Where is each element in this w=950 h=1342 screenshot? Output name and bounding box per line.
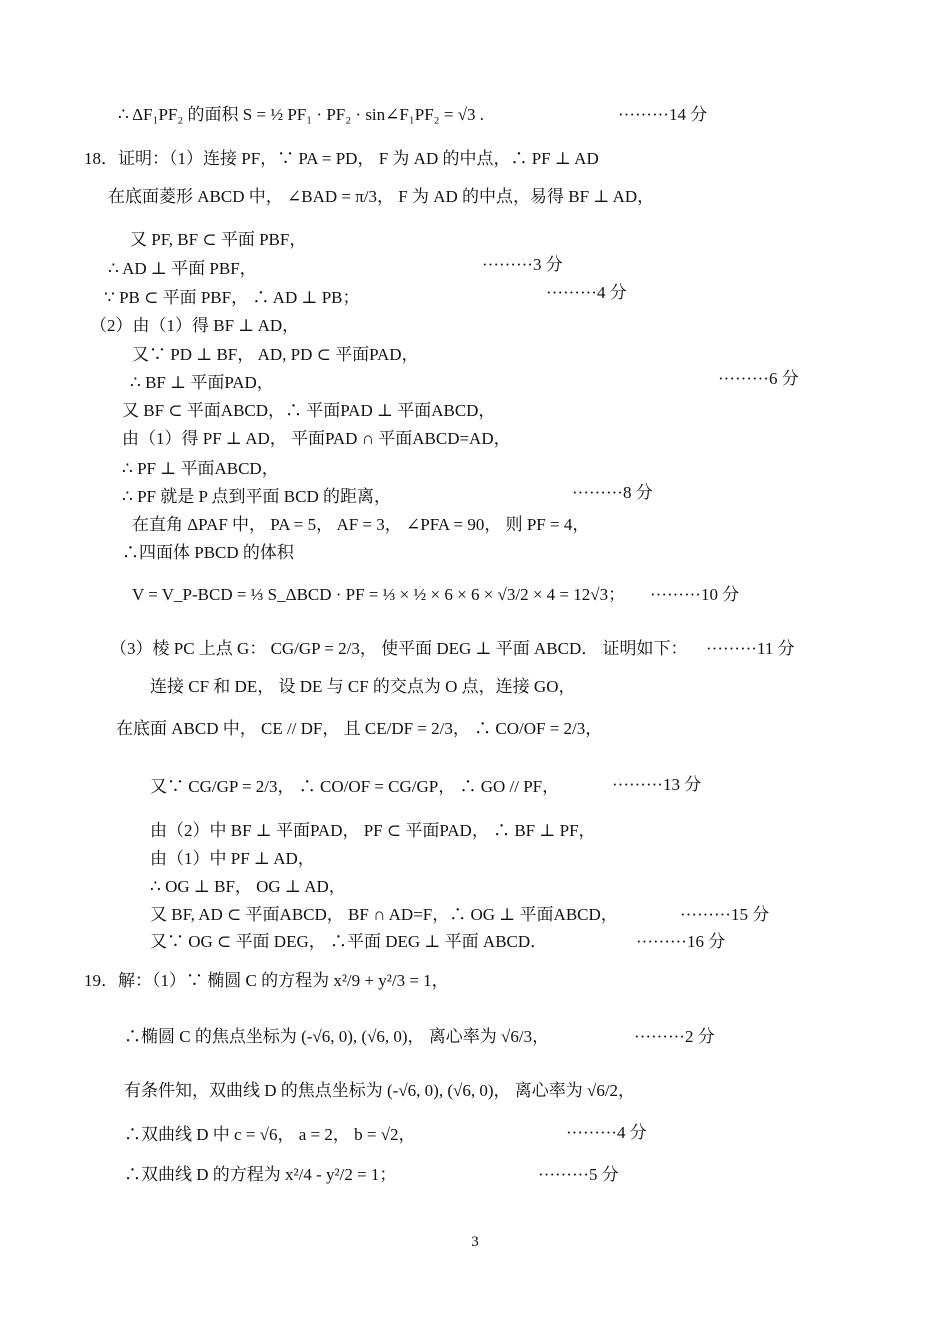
line-25: 又∵ OG ⊂ 平面 DEG， ∴平面 DEG ⊥ 平面 ABCD． — [150, 932, 548, 951]
line-14: 在直角 ΔPAF 中， PA = 5， AF = 3， ∠PFA = 90， 则 PF = 4， — [132, 515, 590, 534]
score-13: ·········8 分 — [572, 483, 653, 502]
line-22: 由（1）中 PF ⊥ AD， — [150, 849, 315, 868]
line-27: ∴椭圆 C 的焦点坐标为 (-√6, 0), (√6, 0)， 离心率为 √6/3， — [124, 1027, 550, 1046]
score-17: ·········11 分 — [706, 639, 795, 658]
line-23: ∴ OG ⊥ BF， OG ⊥ AD， — [150, 877, 346, 896]
line-18: 连接 CF 和 DE， 设 DE 与 CF 的交点为 O 点，连接 GO， — [150, 677, 576, 696]
line-10: 又 BF ⊂ 平面ABCD，∴ 平面PAD ⊥ 平面ABCD， — [122, 401, 496, 420]
score-20: ·········13 分 — [612, 775, 702, 794]
line-30: ∴双曲线 D 的方程为 x²/4 - y²/2 = 1； — [124, 1165, 397, 1184]
line-29: ∴双曲线 D 中 c = √6， a = 2， b = √2， — [124, 1125, 416, 1144]
score-1: ·········14 分 — [618, 105, 708, 124]
line-15: ∴四面体 PBCD 的体积 — [122, 543, 294, 562]
line-16: V = V_P-BCD = ⅓ S_ΔBCD · PF = ⅓ × ½ × 6 × 6 × √3/2 × 4 = 12√3； — [132, 585, 626, 604]
line-9: ∴ BF ⊥ 平面PAD， — [130, 373, 274, 392]
page-number: 3 — [471, 1234, 479, 1250]
line-1: ∴ ΔF₁PF₂ 的面积 S = ½ PF₁ · PF₂ · sin∠F₁PF₂ = √3 . — [118, 105, 485, 124]
line-2: 18．证明：（1）连接 PF，∵ PA = PD， F 为 AD 的中点，∴ PF ⊥ AD — [84, 149, 599, 168]
score-30: ·········5 分 — [538, 1165, 619, 1184]
line-4: 又 PF, BF ⊂ 平面 PBF， — [130, 230, 307, 249]
line-8: 又∵ PD ⊥ BF， AD, PD ⊂ 平面PAD， — [132, 345, 419, 364]
line-17: （3）棱 PC 上点 G： CG/GP = 2/3， 使平面 DEG ⊥ 平面 ABCD． 证明如下： — [110, 639, 688, 658]
line-7: （2）由（1）得 BF ⊥ AD， — [90, 316, 300, 335]
score-16: ·········10 分 — [650, 585, 740, 604]
line-28: 有条件知，双曲线 D 的焦点坐标为 (-√6, 0), (√6, 0)， 离心率为 √6/2， — [124, 1081, 636, 1100]
line-21: 由（2）中 BF ⊥ 平面PAD， PF ⊂ 平面PAD， ∴ BF ⊥ PF， — [150, 821, 596, 840]
line-26: 19．解：（1）∵ 椭圆 C 的方程为 x²/9 + y²/3 = 1， — [84, 971, 449, 990]
score-6: ·········4 分 — [546, 283, 627, 302]
line-3: 在底面菱形 ABCD 中， ∠BAD = π/3， F 为 AD 的中点，易得 BF ⊥ AD， — [108, 187, 655, 206]
line-5: ∴ AD ⊥ 平面 PBF， — [108, 259, 257, 278]
line-20: 又∵ CG/GP = 2/3， ∴ CO/OF = CG/GP， ∴ GO // PF， — [150, 777, 560, 796]
line-24: 又 BF, AD ⊂ 平面ABCD， BF ∩ AD=F，∴ OG ⊥ 平面ABCD， — [150, 905, 618, 924]
line-11: 由（1）得 PF ⊥ AD， 平面PAD ∩ 平面ABCD=AD， — [122, 429, 511, 448]
score-29: ·········4 分 — [566, 1123, 647, 1142]
score-25: ·········16 分 — [636, 932, 726, 951]
score-27: ·········2 分 — [634, 1027, 715, 1046]
line-13: ∴ PF 就是 P 点到平面 BCD 的距离， — [122, 487, 392, 506]
line-12: ∴ PF ⊥ 平面ABCD， — [122, 459, 279, 478]
line-19: 在底面 ABCD 中， CE // DF， 且 CE/DF = 2/3， ∴ CO/OF = 2/3， — [116, 719, 603, 738]
score-24: ·········15 分 — [680, 905, 770, 924]
score-5: ·········3 分 — [482, 255, 563, 274]
line-6: ∵ PB ⊂ 平面 PBF， ∴ AD ⊥ PB； — [104, 288, 360, 307]
score-9: ·········6 分 — [718, 369, 799, 388]
